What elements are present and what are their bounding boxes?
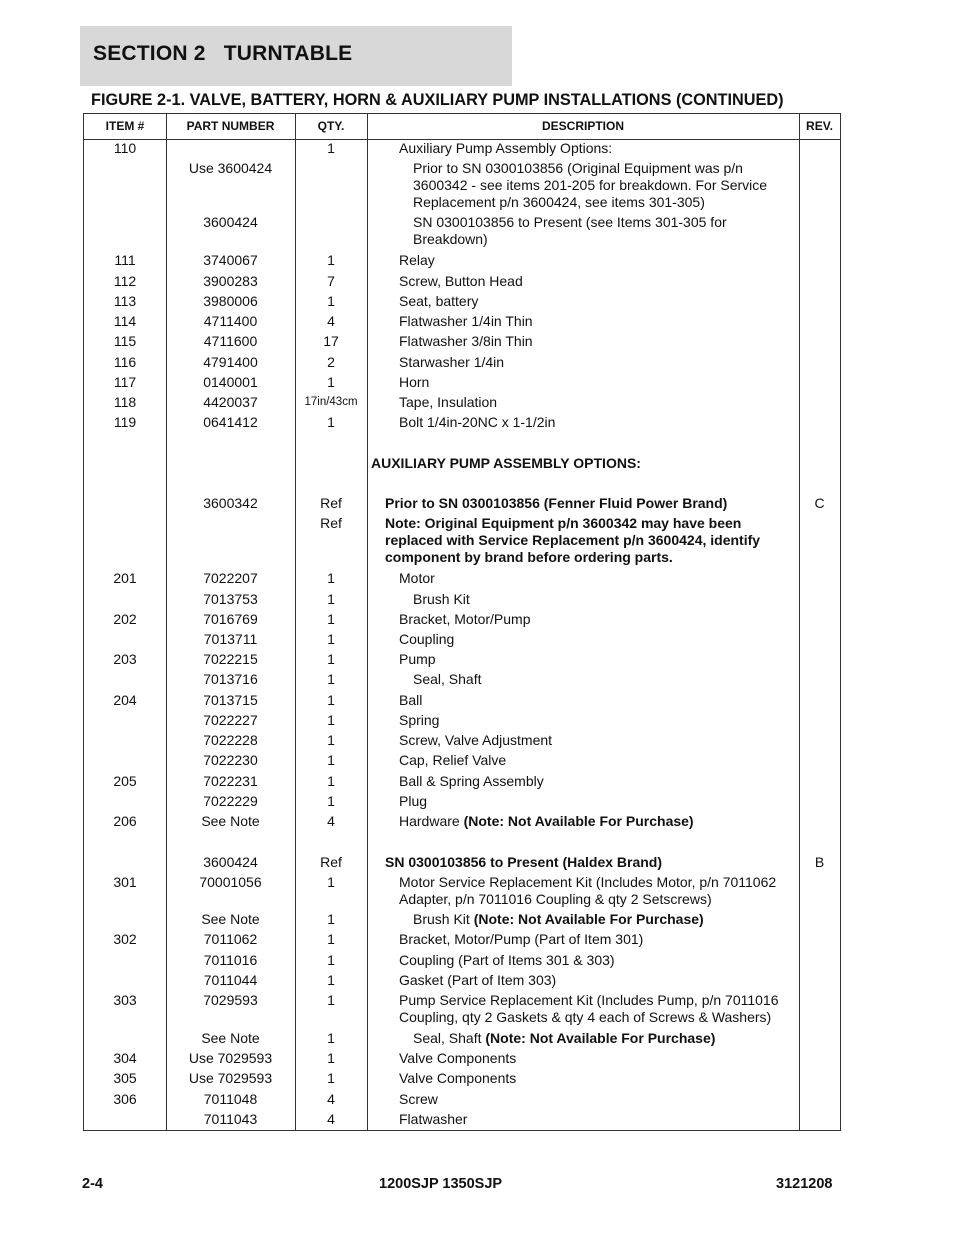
description-line [399, 140, 797, 157]
footer-model: 1200SJP 1350SJP [379, 1176, 503, 1192]
description-line [399, 712, 797, 729]
description-line [399, 874, 797, 891]
cell-part-number: 7011062 [203, 931, 258, 947]
description-line [399, 414, 797, 431]
description-line [399, 1050, 797, 1067]
header-item: ITEM # [105, 119, 145, 133]
description-text: Cap, Relief Valve [399, 752, 507, 768]
cell-part-number: 7011016 [203, 952, 258, 968]
cell-item: 116 [113, 354, 137, 370]
cell-qty: 1 [327, 631, 335, 647]
description-text: Valve Components [399, 1070, 517, 1086]
column-divider [367, 114, 368, 1130]
cell-qty: 1 [327, 671, 335, 687]
cell-qty: 1 [327, 911, 335, 927]
cell-part-number: 7013753 [203, 591, 258, 607]
cell-description [399, 1050, 797, 1067]
cell-item: 202 [113, 611, 137, 627]
cell-qty: Ref [320, 495, 342, 511]
cell-item: 304 [113, 1050, 137, 1066]
cell-qty: 1 [327, 732, 335, 748]
cell-description [413, 911, 797, 928]
cell-item: 119 [113, 414, 137, 430]
description-text: Replacement p/n 3600424, see items 301-305) [413, 194, 705, 210]
cell-qty: 17 [323, 333, 339, 349]
description-text: Adapter, p/n 7011016 Coupling & qty 2 Setscrews) [399, 891, 712, 907]
description-line [399, 752, 797, 769]
cell-part-number: 7022227 [203, 712, 258, 728]
cell-description [399, 611, 797, 628]
cell-item: 205 [113, 773, 137, 789]
cell-item: 303 [113, 992, 137, 1008]
cell-description [399, 692, 797, 709]
description-line [413, 231, 797, 248]
cell-description [399, 773, 797, 790]
description-line [413, 911, 797, 928]
cell-part-number: 7013716 [203, 671, 258, 687]
cell-description [399, 293, 797, 310]
description-text: component by brand before ordering parts. [385, 549, 673, 565]
description-line [385, 532, 797, 549]
description-line [385, 515, 797, 532]
description-text: Motor [399, 570, 435, 586]
cell-description [399, 1070, 797, 1087]
cell-description [399, 651, 797, 668]
cell-qty: 4 [327, 1111, 335, 1127]
cell-part-number: 7022231 [203, 773, 258, 789]
cell-item: 117 [113, 374, 137, 390]
cell-qty: 1 [327, 952, 335, 968]
description-line [399, 651, 797, 668]
cell-qty: 1 [327, 252, 335, 268]
cell-description [413, 1030, 797, 1047]
description-line [399, 952, 797, 969]
cell-description [413, 214, 797, 248]
cell-part-number: 4420037 [203, 394, 258, 410]
cell-item: 301 [113, 874, 137, 890]
description-line [399, 631, 797, 648]
description-text: Spring [399, 712, 440, 728]
header-qty: QTY. [317, 119, 345, 133]
cell-part-number: 7022215 [203, 651, 258, 667]
cell-description [385, 515, 797, 566]
cell-item: 201 [113, 570, 137, 586]
description-text: Breakdown) [413, 231, 488, 247]
cell-description [413, 160, 797, 211]
cell-qty: 4 [327, 1091, 335, 1107]
description-text: 3600342 - see items 201-205 for breakdown. For Service [413, 177, 768, 193]
cell-part-number: 3900283 [203, 273, 258, 289]
cell-description [399, 333, 797, 350]
cell-qty: 4 [327, 313, 335, 329]
cell-item: 204 [113, 692, 137, 708]
header-part-number: PART NUMBER [186, 119, 275, 133]
description-line [413, 214, 797, 231]
description-text: Pump Service Replacement Kit (Includes Pump, p/n 7011016 [399, 992, 779, 1008]
cell-part-number: 7022228 [203, 732, 258, 748]
cell-qty: 1 [327, 570, 335, 586]
cell-item: 305 [113, 1070, 137, 1086]
description-line [399, 570, 797, 587]
description-line [413, 160, 797, 177]
description-line [371, 455, 797, 472]
cell-rev: C [814, 495, 825, 511]
description-text: Note: Original Equipment p/n 3600342 may have been [385, 515, 742, 531]
description-line [399, 273, 797, 290]
cell-description [399, 793, 797, 810]
cell-part-number: 7029593 [203, 992, 258, 1008]
cell-description [399, 972, 797, 989]
description-line [399, 813, 797, 830]
description-text: Ball & Spring Assembly [399, 773, 544, 789]
description-text: Gasket (Part of Item 303) [399, 972, 557, 988]
cell-part-number: 0140001 [203, 374, 258, 390]
cell-item: 112 [113, 273, 137, 289]
cell-item: 115 [113, 333, 137, 349]
cell-qty: 2 [327, 354, 335, 370]
cell-description [399, 631, 797, 648]
description-line [399, 313, 797, 330]
description-text: Prior to SN 0300103856 (Fenner Fluid Power Brand) [385, 495, 728, 511]
cell-description [399, 354, 797, 371]
cell-item: 203 [113, 651, 137, 667]
description-text: Screw, Button Head [399, 273, 523, 289]
parts-table [83, 113, 841, 1131]
description-text: Coupling, qty 2 Gaskets & qty 4 each of Screws & Washers) [399, 1009, 772, 1025]
cell-description [399, 813, 797, 830]
description-line [399, 394, 797, 411]
description-line [399, 333, 797, 350]
section-title: SECTION 2 TURNTABLE [93, 42, 353, 65]
availability-note: (Note: Not Available For Purchase) [463, 813, 694, 829]
footer-doc-number: 3121208 [776, 1176, 833, 1192]
cell-item: 111 [114, 252, 136, 268]
cell-rev: B [814, 854, 825, 870]
description-text: Seat, battery [399, 293, 479, 309]
cell-description [399, 140, 797, 157]
description-text: Ball [399, 692, 423, 708]
description-line [399, 611, 797, 628]
description-line [399, 732, 797, 749]
cell-part-number: 7022230 [203, 752, 258, 768]
description-line [413, 671, 797, 688]
description-text: Coupling [399, 631, 455, 647]
cell-description [399, 732, 797, 749]
cell-item: 306 [113, 1091, 137, 1107]
description-text: Brush Kit [413, 911, 474, 927]
cell-part-number: 0641412 [203, 414, 258, 430]
availability-note: (Note: Not Available For Purchase) [485, 1030, 716, 1046]
figure-title: FIGURE 2-1. VALVE, BATTERY, HORN & AUXILIARY PUMP INSTALLATIONS (CONTINUED) [91, 91, 784, 109]
cell-qty: 7 [327, 273, 335, 289]
cell-description [399, 252, 797, 269]
description-text: Brush Kit [413, 591, 470, 607]
cell-qty: 1 [327, 692, 335, 708]
cell-description [399, 394, 797, 411]
cell-description [399, 414, 797, 431]
cell-item: 113 [113, 293, 137, 309]
description-line [399, 931, 797, 948]
description-text: Auxiliary Pump Assembly Options: [399, 140, 613, 156]
cell-qty: 1 [327, 773, 335, 789]
cell-description [385, 854, 797, 871]
cell-qty: 1 [327, 972, 335, 988]
cell-description [399, 874, 797, 908]
cell-description [399, 992, 797, 1026]
description-line [399, 252, 797, 269]
cell-qty: 1 [327, 992, 335, 1008]
cell-qty: 1 [327, 874, 335, 890]
cell-part-number: Use 7029593 [188, 1050, 273, 1066]
description-text: Bolt 1/4in-20NC x 1-1/2in [399, 414, 556, 430]
description-line [385, 549, 797, 566]
cell-description [413, 591, 797, 608]
cell-description [399, 931, 797, 948]
description-line [399, 1070, 797, 1087]
cell-item: 302 [113, 931, 137, 947]
description-line [399, 374, 797, 391]
column-divider [799, 114, 800, 1130]
cell-part-number: 3980006 [203, 293, 258, 309]
cell-qty: 1 [327, 793, 335, 809]
description-text: Plug [399, 793, 428, 809]
cell-description [399, 1091, 797, 1108]
cell-part-number: 3600424 [203, 854, 258, 870]
section-header [80, 26, 512, 86]
cell-description [399, 712, 797, 729]
header-description: DESCRIPTION [541, 119, 624, 133]
description-line [399, 293, 797, 310]
description-text: Starwasher 1/4in [399, 354, 505, 370]
description-text: Horn [399, 374, 430, 390]
description-text: Seal, Shaft [413, 671, 482, 687]
cell-part-number: 7011043 [203, 1111, 258, 1127]
cell-part-number: 7022229 [203, 793, 258, 809]
description-line [399, 1091, 797, 1108]
description-text: Bracket, Motor/Pump [399, 611, 531, 627]
cell-part-number: 4791400 [203, 354, 258, 370]
cell-qty: 1 [327, 374, 335, 390]
cell-part-number: 7016769 [203, 611, 258, 627]
description-text: SN 0300103856 to Present (see Items 301-305 for [413, 214, 727, 230]
description-text: replaced with Service Replacement p/n 3600424, identify [385, 532, 761, 548]
description-line [399, 1009, 797, 1026]
cell-part-number: See Note [201, 911, 260, 927]
description-text: Screw [399, 1091, 438, 1107]
cell-part-number: See Note [201, 813, 260, 829]
cell-qty: 1 [327, 752, 335, 768]
cell-part-number: 7011044 [203, 972, 258, 988]
footer-page-number: 2-4 [82, 1176, 103, 1192]
description-text: Motor Service Replacement Kit (Includes Motor, p/n 7011062 [399, 874, 777, 890]
description-text: Coupling (Part of Items 301 & 303) [399, 952, 615, 968]
description-line [413, 194, 797, 211]
description-text: Seal, Shaft [413, 1030, 486, 1046]
cell-qty: 1 [327, 591, 335, 607]
cell-part-number: 4711600 [203, 333, 258, 349]
description-text: AUXILIARY PUMP ASSEMBLY OPTIONS: [371, 455, 641, 471]
cell-part-number: 7013711 [203, 631, 258, 647]
description-text: Prior to SN 0300103856 (Original Equipment was p/n [413, 160, 743, 176]
description-line [399, 891, 797, 908]
cell-part-number: Use 3600424 [188, 160, 273, 176]
cell-qty: 1 [327, 1070, 335, 1086]
cell-part-number: 7022207 [203, 570, 258, 586]
cell-qty: 1 [327, 931, 335, 947]
cell-description [399, 952, 797, 969]
cell-description [399, 313, 797, 330]
cell-qty: 1 [327, 1050, 335, 1066]
cell-part-number: 3600342 [203, 495, 258, 511]
cell-description [399, 752, 797, 769]
description-text: Flatwasher 1/4in Thin [399, 313, 533, 329]
description-line [413, 177, 797, 194]
cell-part-number: 4711400 [203, 313, 258, 329]
cell-qty: 1 [327, 651, 335, 667]
cell-qty: 17in/43cm [304, 396, 358, 408]
description-text: Flatwasher 3/8in Thin [399, 333, 533, 349]
description-text: Flatwasher [399, 1111, 468, 1127]
cell-description [399, 374, 797, 391]
description-line [399, 972, 797, 989]
table-header [84, 114, 840, 140]
cell-description [413, 671, 797, 688]
description-line [399, 992, 797, 1009]
description-line [399, 354, 797, 371]
cell-part-number: Use 7029593 [188, 1070, 273, 1086]
description-line [413, 1030, 797, 1047]
availability-note: (Note: Not Available For Purchase) [473, 911, 704, 927]
description-text: Screw, Valve Adjustment [399, 732, 553, 748]
cell-qty: 1 [327, 611, 335, 627]
description-text: SN 0300103856 to Present (Haldex Brand) [385, 854, 663, 870]
cell-item: 118 [113, 394, 137, 410]
cell-qty: 1 [327, 1030, 335, 1046]
description-text: Hardware [399, 813, 464, 829]
description-text: Tape, Insulation [399, 394, 498, 410]
header-rev: REV. [806, 119, 833, 133]
description-line [399, 1111, 797, 1128]
description-text: Bracket, Motor/Pump (Part of Item 301) [399, 931, 644, 947]
cell-qty: 1 [327, 414, 335, 430]
cell-description [399, 570, 797, 587]
cell-description [399, 1111, 797, 1128]
cell-item: 206 [113, 813, 137, 829]
cell-qty: Ref [320, 854, 342, 870]
cell-qty: Ref [320, 515, 342, 531]
cell-item: 114 [113, 313, 137, 329]
description-line [413, 591, 797, 608]
cell-description [385, 495, 797, 512]
description-line [385, 495, 797, 512]
description-line [399, 692, 797, 709]
description-text: Relay [399, 252, 435, 268]
cell-part-number: 7013715 [203, 692, 258, 708]
cell-qty: 1 [327, 140, 335, 156]
description-line [399, 793, 797, 810]
cell-qty: 1 [327, 712, 335, 728]
cell-part-number: See Note [201, 1030, 260, 1046]
cell-part-number: 3740067 [203, 252, 258, 268]
cell-item: 110 [113, 140, 137, 156]
cell-qty: 4 [327, 813, 335, 829]
cell-qty: 1 [327, 293, 335, 309]
cell-description [399, 273, 797, 290]
description-text: Pump [399, 651, 436, 667]
cell-part-number: 3600424 [203, 214, 258, 230]
cell-part-number: 7011048 [203, 1091, 258, 1107]
description-line [385, 854, 797, 871]
cell-part-number: 70001056 [199, 874, 262, 890]
description-text: Valve Components [399, 1050, 517, 1066]
description-line [399, 773, 797, 790]
cell-description [371, 455, 797, 472]
